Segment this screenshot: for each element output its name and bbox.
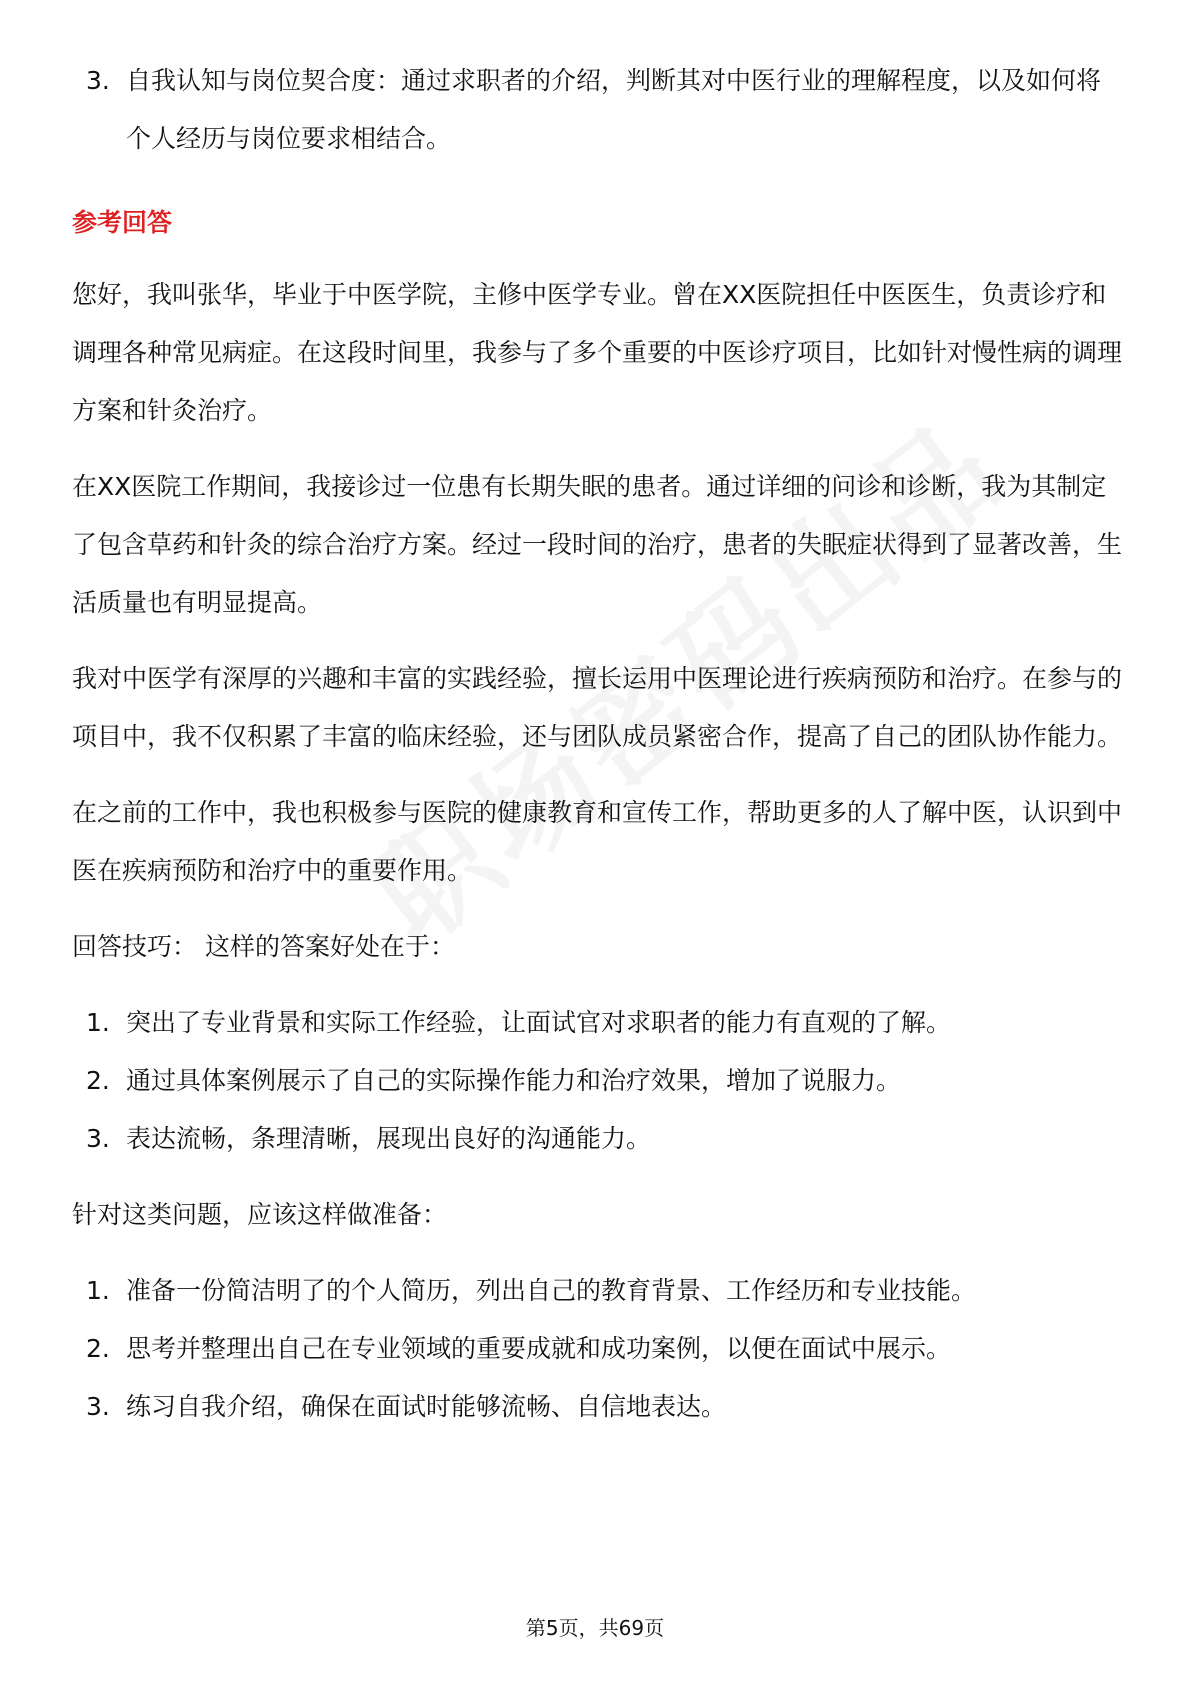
list-item bbox=[72, 1110, 1122, 1168]
prep-list bbox=[72, 1262, 1122, 1436]
list-text: 突出了专业背景和实际工作经验，让面试官对求职者的能力有直观的了解。 bbox=[126, 1008, 952, 1037]
paragraph: 您好，我叫张华，毕业于中医学院，主修中医学专业。曾在XX医院担任中医医生，负责诊疗和调理各种常见病症。在这段时间里，我参与了多个重要的中医诊疗项目，比如针对慢性病的调理方案和针灸治疗。 bbox=[72, 280, 1123, 425]
list-item bbox=[72, 52, 1122, 168]
list-text: 自我认知与岗位契合度：通过求职者的介绍，判断其对中医行业的理解程度，以及如何将个人经历与岗位要求相结合。 bbox=[126, 66, 1102, 153]
list-item bbox=[72, 1262, 1122, 1320]
paragraph: 我对中医学有深厚的兴趣和丰富的实践经验，擅长运用中医理论进行疾病预防和治疗。在参与的项目中，我不仅积累了丰富的临床经验，还与团队成员紧密合作，提高了自己的团队协作能力。 bbox=[72, 664, 1123, 751]
section-title: 参考回答 bbox=[72, 208, 173, 237]
paragraph: 在之前的工作中，我也积极参与医院的健康教育和宣传工作，帮助更多的人了解中医，认识到中医在疾病预防和治疗中的重要作用。 bbox=[72, 798, 1123, 885]
list-text: 表达流畅，条理清晰，展现出良好的沟通能力。 bbox=[126, 1124, 652, 1153]
list-number: 3. bbox=[86, 1124, 110, 1153]
list-text: 练习自我介绍，确保在面试时能够流畅、自信地表达。 bbox=[126, 1392, 727, 1421]
tips-heading: 回答技巧： 这样的答案好处在于： bbox=[72, 932, 455, 961]
list-text: 思考并整理出自己在专业领域的重要成就和成功案例，以便在面试中展示。 bbox=[126, 1334, 952, 1363]
prep-heading: 针对这类问题，应该这样做准备： bbox=[72, 1200, 448, 1229]
list-number: 1. bbox=[86, 1008, 110, 1037]
list-number: 3. bbox=[86, 1392, 110, 1421]
list-text: 通过具体案例展示了自己的实际操作能力和治疗效果，增加了说服力。 bbox=[126, 1066, 902, 1095]
list-number: 3. bbox=[86, 66, 110, 95]
list-item bbox=[72, 1052, 1122, 1110]
list-item bbox=[72, 1320, 1122, 1378]
intro-list bbox=[72, 52, 1122, 168]
tips-list bbox=[72, 994, 1122, 1168]
list-item bbox=[72, 1378, 1122, 1436]
page-content bbox=[72, 52, 1122, 1436]
list-text: 准备一份简洁明了的个人简历，列出自己的教育背景、工作经历和专业技能。 bbox=[126, 1276, 977, 1305]
list-number: 2. bbox=[86, 1066, 110, 1095]
list-number: 1. bbox=[86, 1276, 110, 1305]
page-number-footer: 第5页，共69页 bbox=[525, 1616, 665, 1640]
paragraph: 在XX医院工作期间，我接诊过一位患有长期失眠的患者。通过详细的问诊和诊断，我为其制定了包含草药和针灸的综合治疗方案。经过一段时间的治疗，患者的失眠症状得到了显著改善，生活质量也有明显提高。 bbox=[72, 472, 1123, 617]
list-number: 2. bbox=[86, 1334, 110, 1363]
list-item bbox=[72, 994, 1122, 1052]
